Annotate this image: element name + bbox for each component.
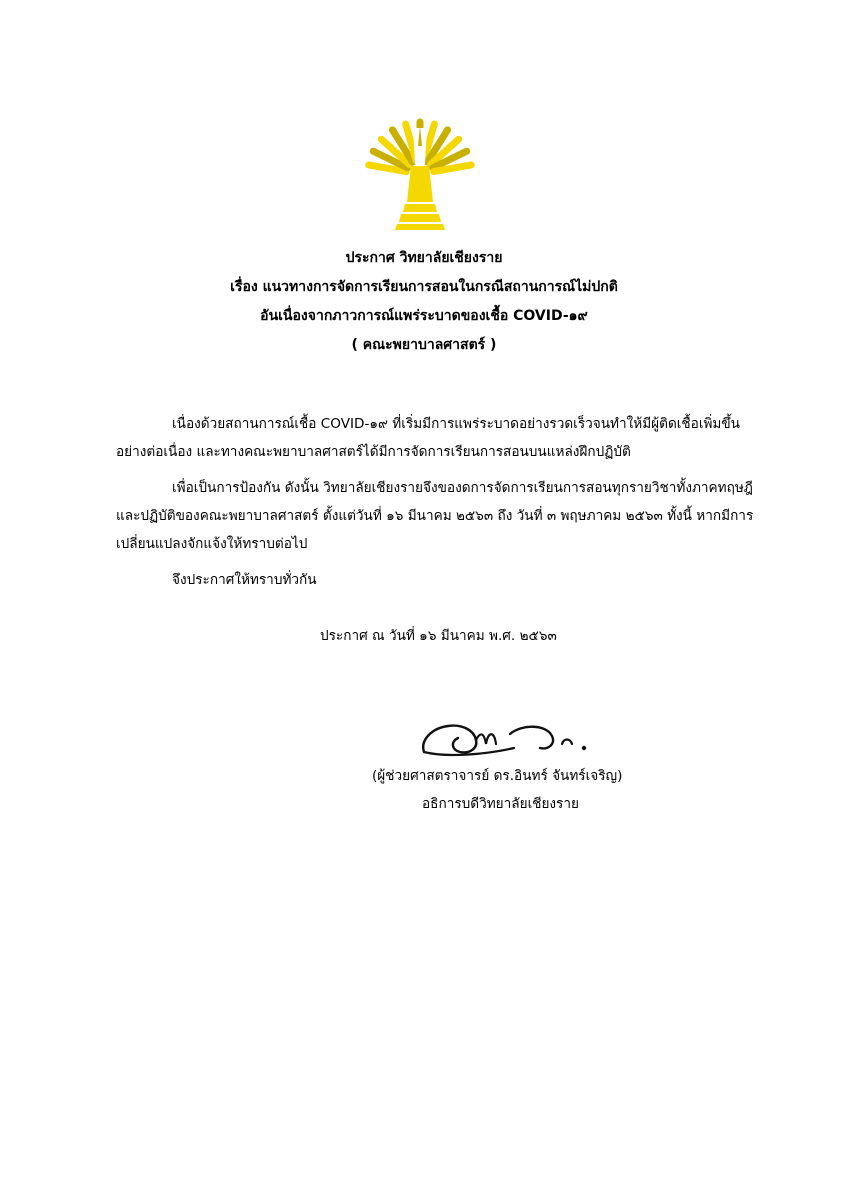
heading-subject: เรื่อง แนวทางการจัดการเรียนการสอนในกรณีสถานการณ์ไม่ปกติ bbox=[230, 279, 618, 295]
heading-organization: ประกาศ วิทยาลัยเชียงราย bbox=[345, 250, 503, 266]
heading-subject-cont: อันเนื่องจากภาวการณ์แพร่ระบาดของเชื้อ COVID-๑๙ bbox=[260, 308, 588, 324]
handwritten-signature-icon bbox=[418, 714, 594, 762]
body-paragraph-2: เพื่อเป็นการป้องกัน ดังนั้น วิทยาลัยเชียงรายจึงของดการจัดการเรียนการสอนทุกรายวิชาทั้งภาคทฤษฎีและปฏิบัติของคณะพยาบาลศาสตร์ ตั้งแต่วันที่ ๑๖ มีนาคม ๒๕๖๓ ถึง วันที่ ๓ พฤษภาคม ๒๕๖๓ ทั้งนี้ หากมีการเปลี่ยนแปลงจักแจ้งให้ทราบต่อไป bbox=[116, 480, 754, 552]
announcement-body bbox=[116, 410, 756, 602]
signer-position: อธิการบดีวิทยาลัยเชียงราย bbox=[422, 796, 579, 812]
announcement-date: ประกาศ ณ วันที่ ๑๖ มีนาคม พ.ศ. ๒๕๖๓ bbox=[320, 628, 557, 644]
heading-faculty: ( คณะพยาบาลศาสตร์ ) bbox=[351, 337, 497, 353]
body-paragraph-1: เนื่องด้วยสถานการณ์เชื้อ COVID-๑๙ ที่เริ่มมีการแพร่ระบาดอย่างรวดเร็วจนทำให้มีผู้ติดเชื้อเพิ่มขึ้นอย่างต่อเนื่อง และทางคณะพยาบาลศาสตร์ได้มีการจัดการเรียนการสอนบนแหล่งฝึกปฏิบัติ bbox=[116, 416, 740, 460]
announcement-heading bbox=[0, 244, 848, 360]
university-emblem-icon bbox=[365, 112, 475, 230]
signer-name: (ผู้ช่วยศาสตราจารย์ ดร.อินทร์ จันทร์เจริญ) bbox=[372, 768, 623, 784]
body-paragraph-3: จึงประกาศให้ทราบทั่วกัน bbox=[172, 572, 317, 588]
